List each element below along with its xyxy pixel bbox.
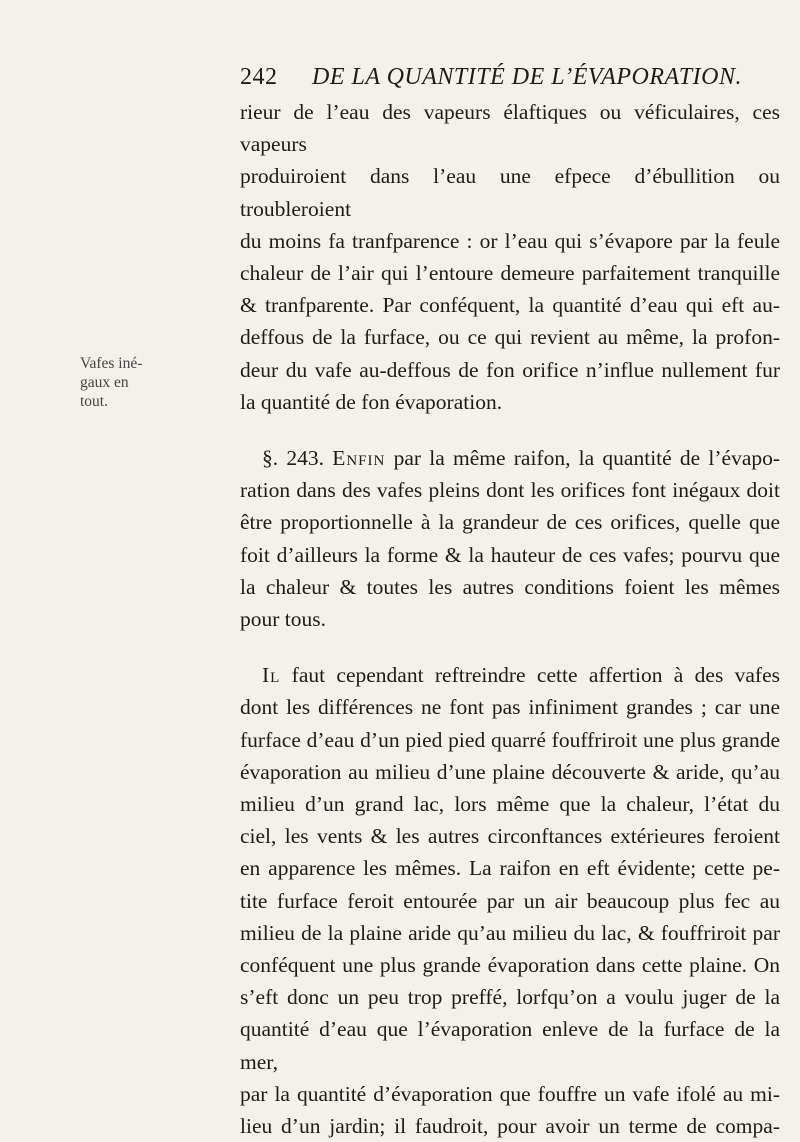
text-line: quantité d’eau que l’évaporation enleve de la furface de la mer, [240, 1017, 780, 1074]
text-line: conféquent une plus grande évaporation dans cette plaine. On [240, 953, 780, 978]
text-line: rieur de l’eau des vapeurs élaftiques ou véficulaires, ces vapeurs [240, 100, 780, 157]
text-line: du moins fa tranfparence : or l’eau qui s’évapore par la feule [240, 228, 780, 253]
text-line: par la quantité d’évaporation que fouffre un vafe ifolé au mi- [240, 1081, 780, 1106]
margin-note-line: Vafes iné- [80, 355, 143, 372]
text-line: produiroient dans l’eau une efpece d’ébullition ou troubleroient [240, 164, 780, 221]
running-title: DE LA QUANTITÉ DE L’ÉVAPORATION. [312, 64, 742, 90]
text-line: en apparence les mêmes. La raifon en eft évidente; cette pe- [240, 856, 780, 881]
text-line: milieu de la plaine aride qu’au milieu du lac, & fouffriroit par [240, 920, 780, 945]
text-line: dont les différences ne font pas infiniment grandes ; car une [240, 695, 780, 720]
text-line: foit d’ailleurs la forme & la hauteur de ces vafes; pourvu que [240, 542, 780, 567]
text-line: furface d’eau d’un pied pied quarré fouffriroit une plus grande [240, 727, 780, 752]
paragraph-first-line [240, 659, 780, 691]
text-line: faut cependant reftreindre cette affertion à des vafes [291, 663, 780, 688]
text-line: milieu d’un grand lac, lors même que la chaleur, l’état du [240, 792, 780, 817]
text-line: deur du vafe au-deffous de fon orifice n’influe nullement fur [240, 357, 780, 382]
section-first-line [240, 442, 780, 474]
text-line: ciel, les vents & les autres circonftances extérieures feroient [240, 824, 780, 849]
margin-note-line: gaux en [80, 374, 129, 391]
text-line: & tranfparente. Par conféquent, la quantité d’eau qui eft au- [240, 293, 780, 318]
running-header [240, 64, 742, 91]
lead-word: Il [262, 663, 281, 688]
text-line: la quantité de fon évaporation. [240, 389, 503, 414]
text-line: évaporation au milieu d’une plaine découverte & aride, qu’au [240, 759, 780, 784]
lead-word: Enfin [332, 446, 386, 471]
text-line: être proportionnelle à la grandeur de ces orifices, quelle que [240, 510, 780, 535]
text-line: ration dans des vafes pleins dont les orifices font inégaux doit [240, 478, 780, 503]
text-line: la chaleur & toutes les autres conditions foient les mêmes [240, 574, 780, 599]
text-line: s’eft donc un peu trop preffé, lorfqu’on a voulu juger de la [240, 985, 780, 1010]
text-line: tite furface feroit entourée par un air beaucoup plus fec au [240, 888, 780, 913]
text-line: deffous de la furface, ou ce qui revient au même, la profon- [240, 325, 780, 350]
text-line: pour tous. [240, 607, 326, 632]
section-number: §. 243. [262, 446, 324, 471]
text-line: par la même raifon, la quantité de l’évapo- [393, 446, 781, 471]
margin-note [80, 354, 143, 411]
margin-note-line: tout. [80, 393, 108, 410]
body-text [240, 96, 780, 1142]
text-line: chaleur de l’air qui l’entoure demeure parfaitement tranquille [240, 261, 780, 286]
text-line: lieu d’un jardin; il faudroit, pour avoir un terme de compa- [240, 1114, 780, 1139]
page-number: 242 [240, 64, 278, 90]
